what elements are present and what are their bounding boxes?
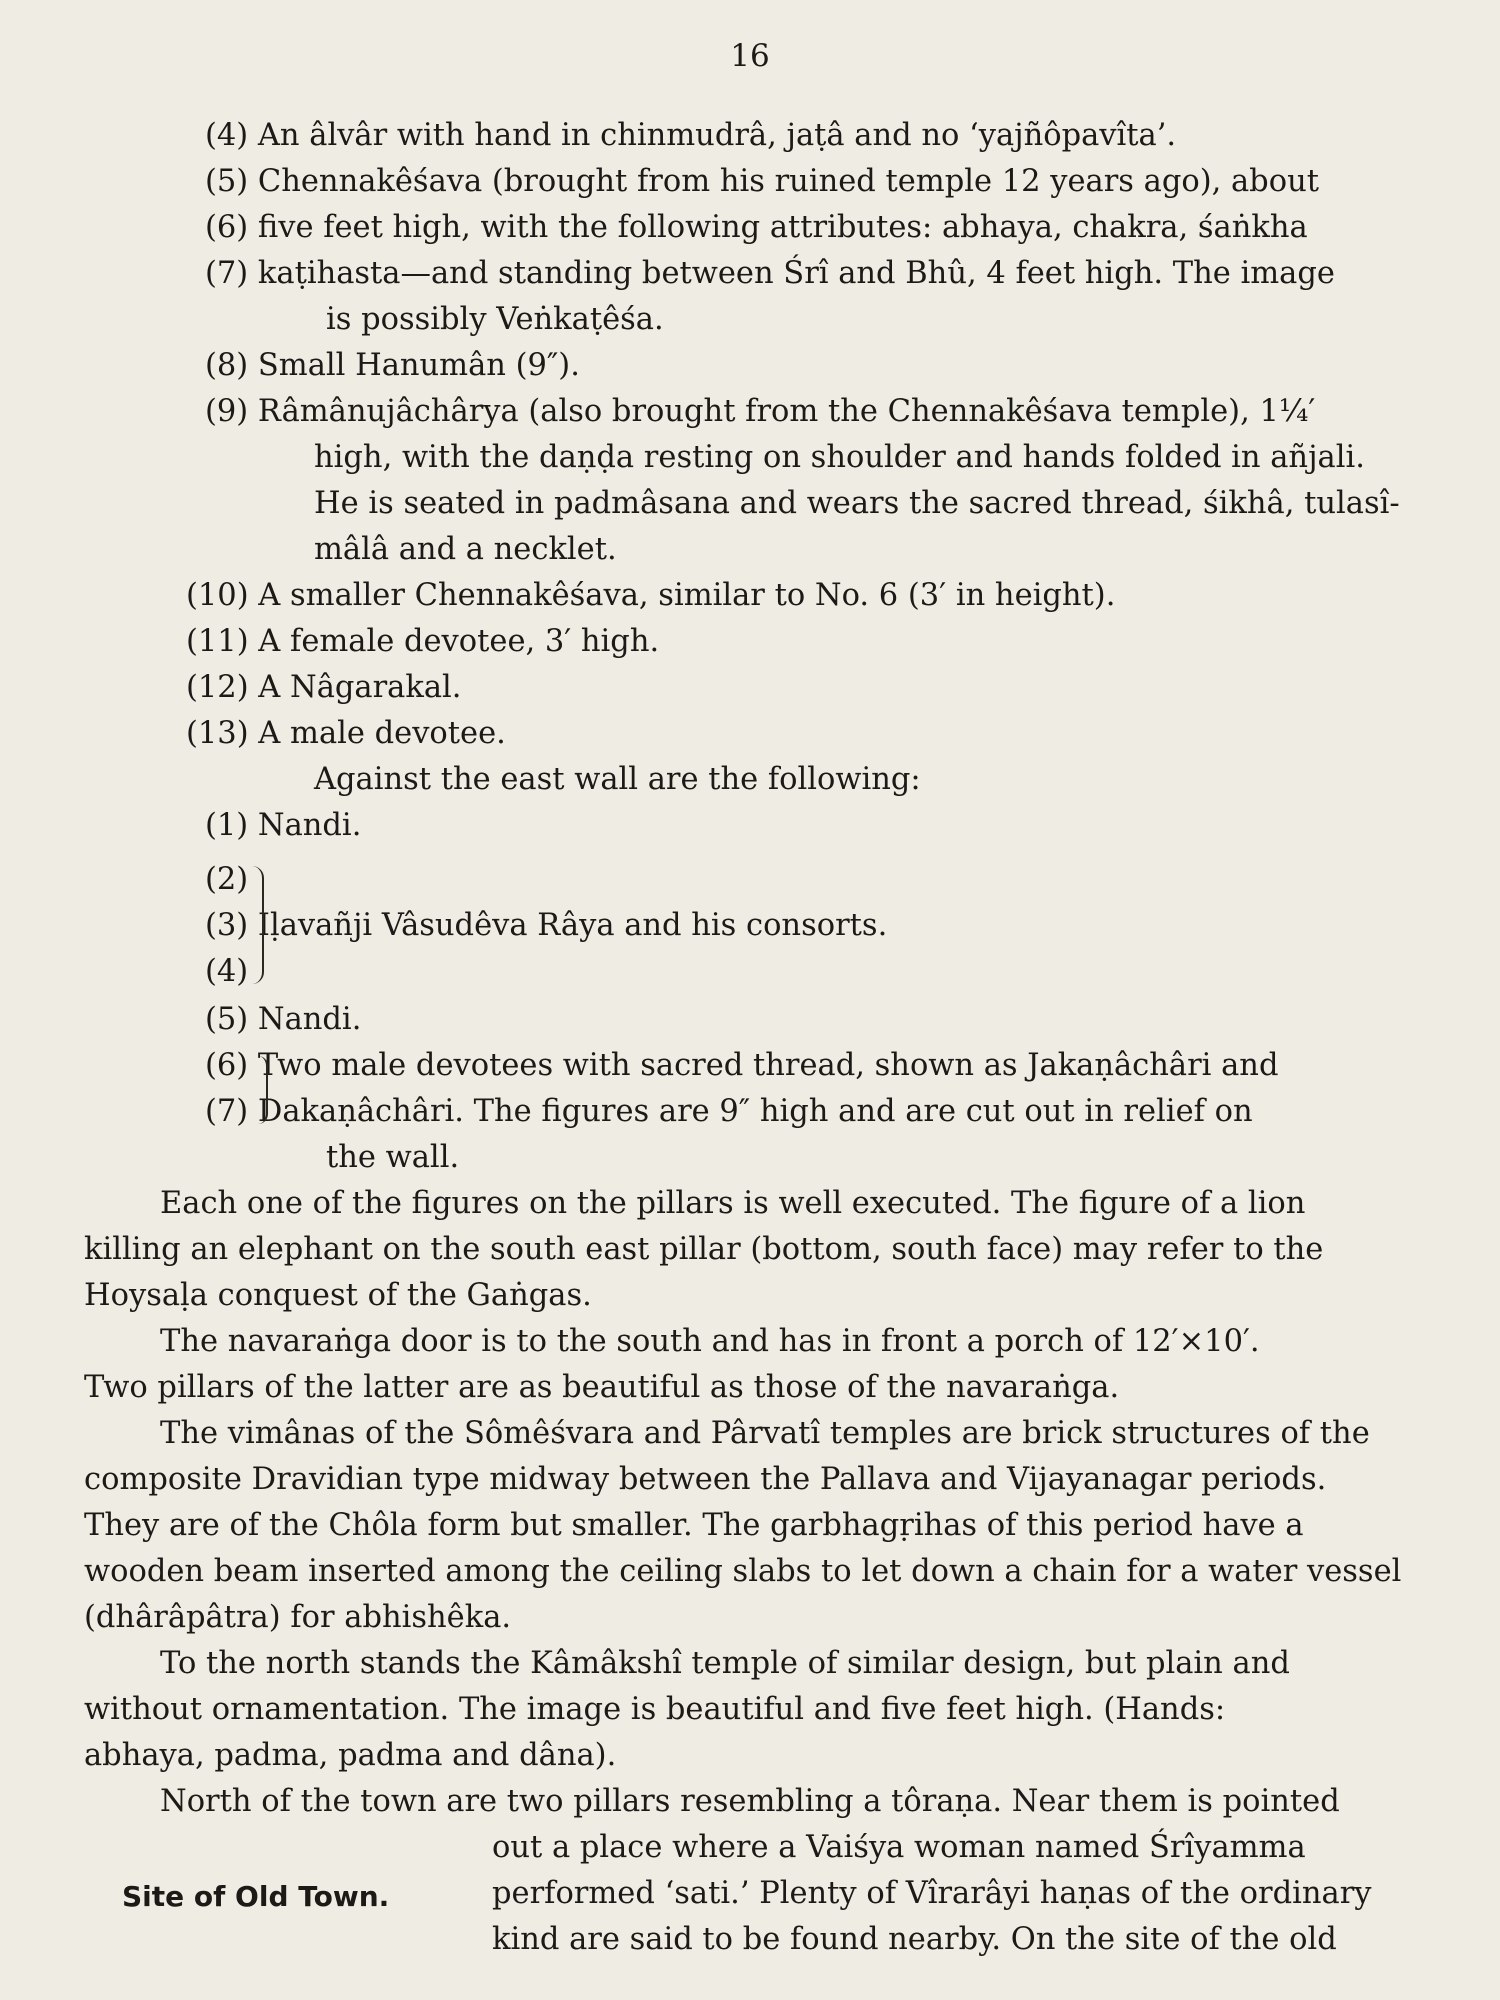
text-line: They are of the Chôla form but smaller. The garbhagṛihas of this period have a [84, 1508, 1304, 1543]
text-line: (4) [205, 954, 249, 989]
text-line: (10) A smaller Chennakêśava, similar to No. 6 (3′ in height). [186, 578, 1116, 613]
text-line: abhaya, padma, padma and dâna). [84, 1738, 617, 1773]
margin-sidenote: Site of Old Town. [122, 1880, 390, 1913]
text-line: without ornamentation. The image is beautiful and five feet high. (Hands: [84, 1692, 1226, 1727]
text-line: He is seated in padmâsana and wears the sacred thread, śikhâ, tulasî- [314, 486, 1400, 521]
text-line: high, with the daṇḍa resting on shoulder and hands folded in añjali. [314, 440, 1365, 475]
text-line: composite Dravidian type midway between the Pallava and Vijayanagar periods. [84, 1462, 1327, 1497]
page-number: 16 [730, 38, 770, 74]
text-line: Each one of the figures on the pillars is well executed. The figure of a lion [160, 1186, 1306, 1221]
bracket-mark [258, 1056, 268, 1124]
text-line: killing an elephant on the south east pillar (bottom, south face) may refer to the [84, 1232, 1324, 1267]
text-line: (5) Nandi. [205, 1002, 362, 1037]
text-line: (9) Râmânujâchârya (also brought from the Chennakêśava temple), 1¼′ [205, 394, 1316, 429]
text-line: mâlâ and a necklet. [314, 532, 617, 567]
text-line: Two pillars of the latter are as beautiful as those of the navaraṅga. [84, 1370, 1120, 1405]
text-line: North of the town are two pillars resembling a tôraṇa. Near them is pointed [160, 1784, 1340, 1819]
text-line: the wall. [326, 1140, 460, 1175]
text-line: kind are said to be found nearby. On the site of the old [492, 1922, 1337, 1957]
text-line: out a place where a Vaiśya woman named Śrîyamma [492, 1830, 1306, 1865]
text-line: To the north stands the Kâmâkshî temple of similar design, but plain and [160, 1646, 1290, 1681]
text-line: (1) Nandi. [205, 808, 362, 843]
text-line: The navaraṅga door is to the south and has in front a porch of 12′×10′. [160, 1324, 1260, 1359]
text-line: (5) Chennakêśava (brought from his ruined temple 12 years ago), about [205, 164, 1319, 199]
text-line: performed ‘sati.’ Plenty of Vîrarâyi haṇas of the ordinary [492, 1876, 1372, 1911]
text-line: The vimânas of the Sômêśvara and Pârvatî temples are brick structures of the [160, 1416, 1370, 1451]
text-line: Hoysaḷa conquest of the Gaṅgas. [84, 1278, 592, 1313]
text-line: (11) A female devotee, 3′ high. [186, 624, 660, 659]
text-line: (3) Iḷavañji Vâsudêva Râya and his consorts. [205, 908, 888, 943]
text-line: (dhârâpâtra) for abhishêka. [84, 1600, 512, 1635]
bracket-mark [252, 866, 264, 984]
text-line: (4) An âlvâr with hand in chinmudrâ, jaṭâ and no ‘yajñôpavîta’. [205, 118, 1177, 153]
text-line: (6) Two male devotees with sacred thread, shown as Jakaṇâchâri and [205, 1048, 1279, 1083]
text-line: (6) five feet high, with the following attributes: abhaya, chakra, śaṅkha [205, 210, 1308, 245]
text-line: wooden beam inserted among the ceiling slabs to let down a chain for a water vessel [84, 1554, 1402, 1589]
text-line: (12) A Nâgarakal. [186, 670, 462, 705]
text-line: is possibly Veṅkaṭêśa. [326, 302, 664, 337]
text-line: (8) Small Hanumân (9″). [205, 348, 580, 383]
text-line: (2) [205, 862, 249, 897]
text-line: (13) A male devotee. [186, 716, 506, 751]
text-line: Against the east wall are the following: [314, 762, 921, 797]
text-line: (7) Dakaṇâchâri. The figures are 9″ high and are cut out in relief on [205, 1094, 1253, 1129]
text-line: (7) kaṭihasta—and standing between Śrî and Bhû, 4 feet high. The image [205, 256, 1335, 291]
